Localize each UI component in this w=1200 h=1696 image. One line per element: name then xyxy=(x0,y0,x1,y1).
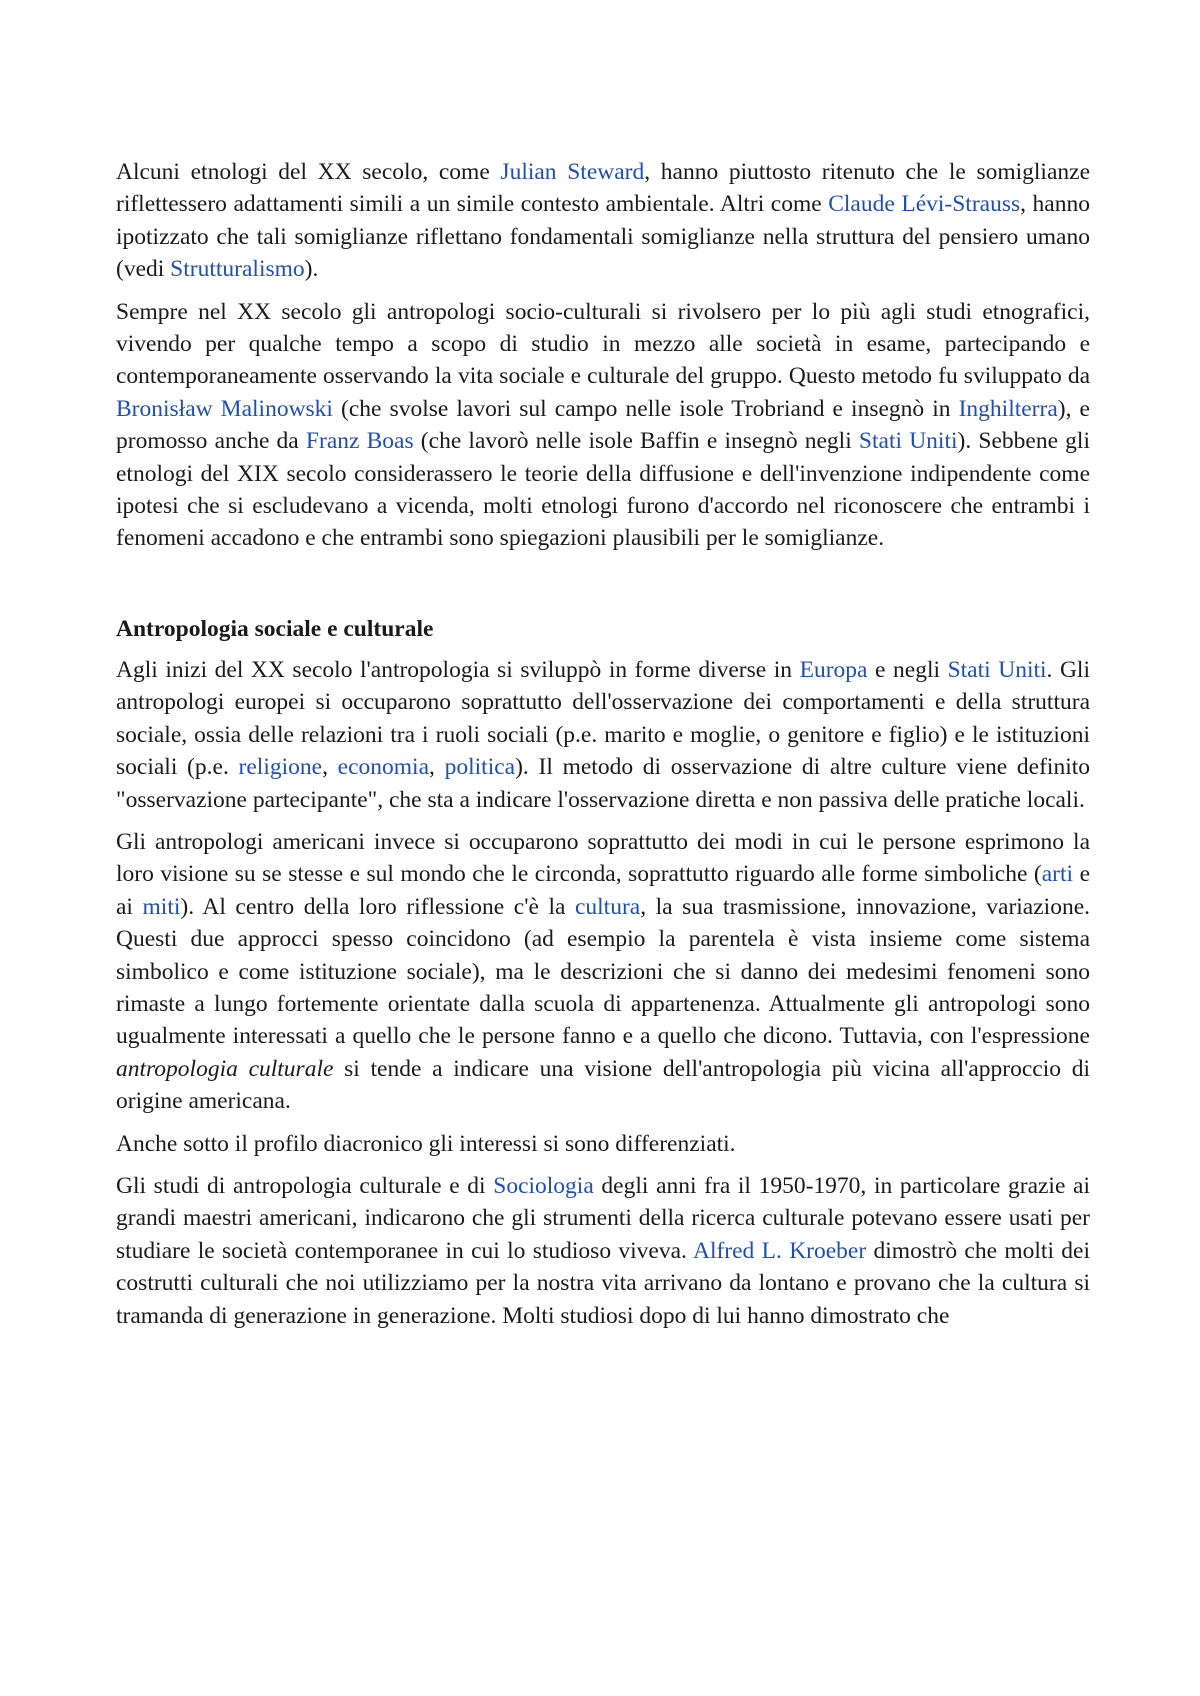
paragraph-text: , hanno ipotizzato che tali somiglianze riflettano fondamentali somiglianze nella struttura del pensiero umano (vedi xyxy=(116,191,1090,283)
link-bronislaw-malinowski[interactable]: Bronisław Malinowski xyxy=(116,395,333,422)
paragraph-text: Alcuni etnologi del XX secolo, come xyxy=(116,159,501,185)
paragraph-text: , xyxy=(429,754,445,781)
link-religione[interactable]: religione xyxy=(238,754,323,781)
link-europa[interactable]: Europa xyxy=(799,656,868,683)
paragraph-text: degli anni fra il 1950-1970, in particolare grazie ai grandi maestri americani, indicarono che gli strumenti della ricerca culturale potevano essere usati per studiare le società contemporanee in cui lo studioso viveva. xyxy=(116,1172,1091,1264)
paragraph-text: , xyxy=(322,754,338,781)
paragraph-text: si tende a indicare una visione dell'antropologia più vicina all'approccio di origine americana. xyxy=(116,1055,1090,1115)
paragraph-text: ). xyxy=(304,256,319,283)
paragraph-text: , hanno piuttosto ritenuto che le somiglianze riflettessero adattamenti simili a un simile contesto ambientale. Altri come xyxy=(116,159,1090,218)
paragraph-text: Anche sotto il profilo diacronico gli interessi si sono differenziati. xyxy=(116,1130,736,1157)
paragraph-2 xyxy=(116,296,1090,555)
section-spacer xyxy=(116,565,1090,613)
link-stati-uniti[interactable]: Stati Uniti xyxy=(858,428,958,455)
paragraph-text: e negli xyxy=(867,656,948,683)
paragraph-text: . Gli antropologi europei si occuparono soprattutto dell'osservazione dei comportamenti e della struttura sociale, ossia delle relazioni tra i ruoli sociali (p.e. marito e moglie, o genitore e figlio) e le istituzioni sociali (p.e. xyxy=(116,656,1090,781)
paragraph-text: (che svolse lavori sul campo nelle isole Trobriand e insegnò in xyxy=(332,395,959,422)
paragraph-text: Gli studi di antropologia culturale e di xyxy=(116,1172,494,1199)
paragraph-text: Agli inizi del XX secolo l'antropologia si sviluppò in forme diverse in xyxy=(116,656,800,683)
link-strutturalismo[interactable]: Strutturalismo xyxy=(170,256,305,283)
link-alfred-kroeber[interactable]: Alfred L. Kroeber xyxy=(692,1237,867,1264)
paragraph-6 xyxy=(116,1170,1090,1332)
paragraph-text: (che lavorò nelle isole Baffin e insegnò negli xyxy=(413,428,859,455)
paragraph-text: , la sua trasmissione, innovazione, variazione. Questi due approcci spesso coincidono (ad esempio la parentela è vista insieme come sistema simbolico e come istituzione sociale), ma le descrizioni che si danno dei medesimi fenomeni sono rimaste a lungo fortemente orientate dalla scuola di appartenenza. Attualmente gli antropologi sono ugualmente interessati a quello che le persone fanno e a quello che dicono. Tuttavia, con l'espressione xyxy=(116,893,1090,1050)
paragraph-text: Gli antropologi americani invece si occuparono soprattutto dei modi in cui le persone esprimono la loro visione su se stesse e sul mondo che le circonda, soprattutto riguardo alle forme simboliche ( xyxy=(116,828,1090,888)
link-sociologia[interactable]: Sociologia xyxy=(493,1172,594,1199)
paragraph-text: ), e promosso anche da xyxy=(116,395,1090,455)
link-miti[interactable]: miti xyxy=(142,893,181,920)
link-claude-levi-strauss[interactable]: Claude Lévi-Strauss xyxy=(828,191,1021,218)
link-politica[interactable]: politica xyxy=(444,754,516,781)
link-stati-uniti[interactable]: Stati Uniti xyxy=(947,656,1047,683)
paragraph-3 xyxy=(116,654,1090,816)
emphasis-text: antropologia culturale xyxy=(116,1055,334,1082)
paragraph-1 xyxy=(116,156,1090,286)
paragraph-text: ). Al centro della loro riflessione c'è la xyxy=(180,893,575,920)
link-julian-steward[interactable]: Julian Steward xyxy=(500,159,645,185)
paragraph-text: e ai xyxy=(116,861,1090,920)
paragraph-4 xyxy=(116,826,1090,1118)
link-franz-boas[interactable]: Franz Boas xyxy=(305,428,414,455)
link-arti[interactable]: arti xyxy=(1041,861,1074,888)
link-inghilterra[interactable]: Inghilterra xyxy=(958,395,1058,422)
paragraph-text: ). Sebbene gli etnologi del XIX secolo considerassero le teorie della diffusione e dell'invenzione indipendente come ipotesi che si escludevano a vicenda, molti etnologi furono d'accordo nel riconoscere che entrambi i fenomeni accadono e che entrambi sono spiegazioni plausibili per le somiglianze. xyxy=(116,428,1090,552)
link-economia[interactable]: economia xyxy=(337,754,430,781)
paragraph-5 xyxy=(116,1128,1090,1160)
paragraph-text: Sempre nel XX secolo gli antropologi socio-culturali si rivolsero per lo più agli studi etnografici, vivendo per qualche tempo a scopo di studio in mezzo alle società in esame, partecipando e contemporaneamente osservando la vita sociale e culturale del gruppo. Questo metodo fu sviluppato da xyxy=(116,298,1090,390)
paragraph-text: ). Il metodo di osservazione di altre culture viene definito "osservazione partecipante", che sta a indicare l'osservazione diretta e non passiva delle pratiche locali. xyxy=(116,754,1090,813)
paragraph-text: dimostrò che molti dei costrutti culturali che noi utilizziamo per la nostra vita arrivano da lontano e provano che la cultura si tramanda di generazione in generazione. Molti studiosi dopo di lui hanno dimostrato che xyxy=(116,1237,1091,1329)
link-cultura[interactable]: cultura xyxy=(574,893,641,920)
section-heading: Antropologia sociale e culturale xyxy=(116,615,434,642)
